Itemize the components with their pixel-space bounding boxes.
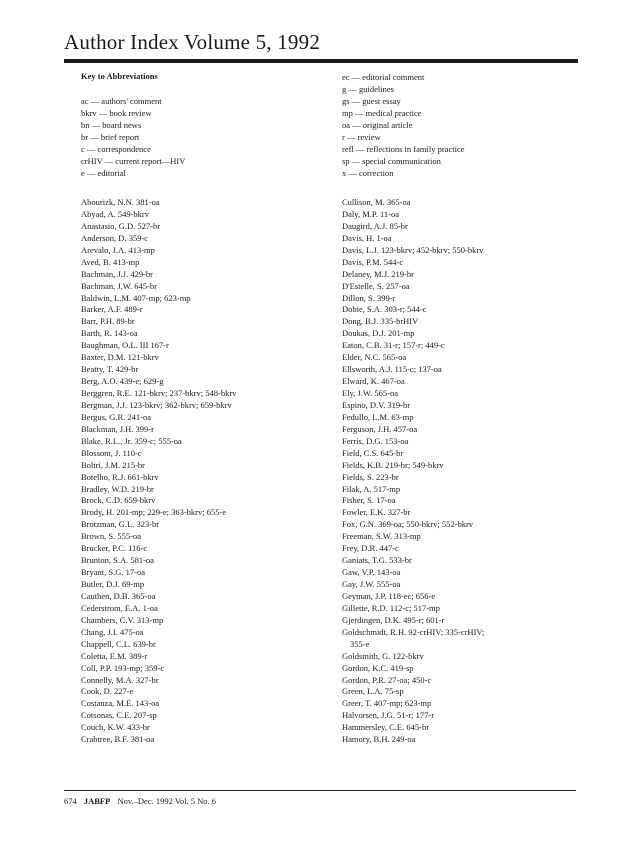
author-entry: Fields, K.B. 219-br; 549-bkrv (342, 459, 444, 470)
author-entry: Bryant, S.G. 17-oa (81, 567, 145, 578)
author-entry: Costanza, M.E. 143-oa (81, 698, 160, 709)
author-entry: Brucker, P.C. 116-c (81, 543, 148, 554)
author-entry: Barr, P.H. 89-br (81, 316, 135, 327)
author-entry: Couch, K.W. 433-br (81, 722, 150, 733)
author-entry: Fox, G.N. 369-oa; 550-bkrv; 552-bkrv (342, 519, 474, 530)
author-entry: Freeman, S.W. 313-mp (342, 531, 421, 542)
abbreviation-item: ac — authors' comment (81, 96, 162, 106)
author-entry: Barker, A.F. 489-r (81, 304, 143, 315)
page-number: 674 (64, 796, 77, 806)
author-entry: Anastasio, G.D. 527-br (81, 220, 161, 231)
author-entry: Brotzman, G.L. 323-br (81, 519, 160, 530)
author-entry: Anderson, D. 359-c (81, 232, 149, 243)
author-entry: Fields, S. 223-br (342, 471, 399, 482)
abbreviation-item: sp — special communication (342, 155, 441, 166)
header-rule (64, 59, 578, 63)
author-entry: Cotsonas, C.E. 207-sp (81, 710, 157, 721)
abbreviation-item: refl — reflections in family practice (342, 143, 465, 154)
author-entry: Blake, R.L., Jr. 359-c; 555-oa (81, 435, 182, 446)
journal-name: JABFP (83, 796, 111, 806)
issue-info: Nov.–Dec. 1992 Vol. 5 No. 6 (117, 796, 216, 806)
author-entry: Bergus, G.R. 241-oa (81, 411, 151, 422)
author-entry: Davis, P.M. 544-c (342, 256, 404, 267)
abbreviation-item: crHIV — current report—HIV (81, 155, 186, 166)
author-entry: 355-e (350, 638, 370, 649)
author-entry: Fedullo, L.M. 63-mp (342, 411, 414, 422)
page-footer (64, 796, 216, 806)
author-entry: Fowler, E.K. 327-br (342, 507, 411, 518)
author-entry: Ferguson, J.H. 457-oa (342, 423, 418, 434)
author-entry: Field, C.S. 645-br (342, 447, 404, 458)
author-entry: Daugird, A.J. 85-br (342, 220, 408, 231)
author-entry: Gordon, P.R. 27-oa; 450-c (342, 674, 432, 685)
author-entry: Cauthen, D.B. 365-oa (81, 590, 156, 601)
author-entry: Chang, J.I. 475-oa (81, 626, 144, 637)
author-entry: Beatty, T. 429-br (81, 364, 139, 375)
author-entry: Frey, D.R. 447-c (342, 543, 399, 554)
author-entry: Green, L.A. 75-sp (342, 686, 404, 697)
author-entry: Gillette, R.D. 112-c; 517-mp (342, 602, 440, 613)
abbreviation-item: mp — medical practice (342, 107, 422, 118)
abbreviation-item: x — correction (342, 167, 394, 178)
abbreviation-item: e — editorial (81, 167, 126, 178)
author-entry: Barth, R. 143-oa (81, 328, 138, 339)
author-entry: Butler, D.J. 69-mp (81, 579, 145, 589)
author-entry: Brunton, S.A. 581-oa (81, 555, 154, 566)
author-entry: Daly, M.P. 11-oa (342, 208, 399, 219)
abbreviation-item: br — brief report (81, 131, 140, 142)
key-heading: Key to Abbreviations (81, 71, 158, 81)
author-entry: Baldwin, L.M. 407-mp; 623-mp (81, 292, 191, 303)
author-entry: Elder, N.C. 565-oa (342, 352, 407, 363)
author-column-right (342, 197, 484, 746)
author-entry: Cederstrom, E.A. 1-oa (81, 602, 158, 613)
author-entry: Chappell, C.L. 639-br (81, 638, 156, 649)
author-entry: Dillon, S. 399-r (342, 292, 396, 303)
author-entry: Brody, H. 201-mp; 229-e; 363-bkrv; 655-e (81, 507, 227, 518)
author-entry: Eaton, C.B. 31-r; 157-r; 449-c (342, 340, 445, 351)
author-entry: Boltri, J.M. 215-br (81, 459, 145, 470)
author-entry: Berggren, R.E. 121-bkrv; 237-bkrv; 548-bkrv (81, 388, 237, 398)
author-entry: Halvorsen, J.G. 51-r; 177-r (342, 710, 435, 721)
author-entry: Ely, J.W. 565-oa (342, 388, 399, 398)
author-entry: Baughman, O.L. III 167-r (81, 340, 169, 351)
author-entry: Doukas, D.J. 201-mp (342, 328, 415, 339)
author-entry: Dobie, S.A. 303-r; 544-c (342, 304, 427, 315)
author-entry: Geyman, J.P. 118-ec; 656-e (342, 590, 436, 601)
author-entry: Elward, K. 467-oa (342, 376, 405, 387)
page-title: Author Index Volume 5, 1992 (64, 30, 321, 54)
abbreviation-item: bkrv — book review (81, 107, 152, 118)
abbreviation-item: g — guidelines (342, 83, 394, 94)
author-entry: Ganiats, T.G. 533-br (342, 555, 412, 566)
author-entry: Gjerdingen, D.K. 495-r; 601-r (342, 614, 445, 625)
author-entry: D'Estelle, S. 257-oa (342, 280, 410, 291)
author-entry: Bachman, J.J. 429-br (81, 268, 154, 279)
author-entry: Baxter, D.M. 121-bkrv (81, 352, 159, 363)
key-list-right (342, 72, 465, 179)
author-entry: Bergman, J.J. 123-bkrv; 362-bkrv; 659-bkrv (81, 399, 232, 410)
author-entry: Connelly, M.A. 327-br (81, 674, 159, 685)
abbreviation-item: c — correspondence (81, 143, 151, 154)
abbreviation-item: bn — board news (81, 119, 142, 130)
author-entry: Berg, A.O. 439-e; 629-g (81, 376, 164, 387)
author-entry: Ellsworth, A.J. 115-c; 137-oa (342, 364, 442, 375)
author-entry: Brown, S. 555-oa (81, 531, 141, 542)
author-entry: Cullison, M. 365-oa (342, 197, 411, 207)
author-entry: Arevalo, J.A. 413-mp (81, 244, 155, 255)
abbreviation-item: r — review (342, 131, 381, 142)
author-entry: Gaw, V.P. 143-oa (342, 567, 401, 578)
author-entry: Ferris, D.G. 153-oa (342, 435, 409, 446)
author-entry: Delaney, M.J. 219-br (342, 268, 414, 279)
author-entry: Aved, B. 413-mp (81, 256, 140, 267)
abbreviation-item: oa — original article (342, 119, 413, 130)
author-entry: Blackman, J.H. 399-r (81, 423, 154, 434)
author-entry: Botelho, R.J. 661-bkrv (81, 471, 159, 482)
author-entry: Cook, D. 227-e (81, 686, 134, 697)
author-entry: Abourizk, N.N. 381-oa (81, 197, 160, 207)
author-entry: Greer, T. 407-mp; 623-mp (342, 698, 432, 709)
key-list-left (81, 96, 185, 180)
author-entry: Hammersley, C.E. 645-br (342, 722, 430, 733)
footer-rule (64, 790, 576, 791)
author-entry: Hamory, B.H. 249-oa (342, 734, 416, 745)
author-entry: Espino, D.V. 319-br (342, 399, 411, 410)
author-entry: Gordon, K.C. 419-sp (342, 662, 414, 673)
author-entry: Fisher, S. 17-oa (342, 495, 396, 506)
author-entry: Goldsmith, G. 122-bkrv (342, 650, 424, 661)
author-entry: Bradley, W.D. 219-br (81, 483, 154, 494)
abbreviation-item: ec — editorial comment (342, 72, 425, 82)
author-entry: Davis, H. 1-oa (342, 232, 392, 243)
author-entry: Coletta, E.M. 389-r (81, 650, 148, 661)
author-entry: Chambers, C.V. 313-mp (81, 614, 164, 625)
author-entry: Abyad, A. 549-bkrv (81, 208, 149, 219)
author-entry: Bachman, J.W. 645-br (81, 280, 157, 291)
author-entry: Filak, A. 517-mp (342, 483, 401, 494)
author-entry: Blossom, J. 110-c (81, 447, 142, 458)
author-entry: Brock, C.D. 659-bkrv (81, 495, 156, 506)
author-column-left (81, 197, 236, 746)
author-entry: Dong, B.J. 335-brHIV (342, 316, 419, 327)
abbreviation-item: gs — guest essay (342, 95, 401, 106)
author-entry: Gay, J.W. 555-oa (342, 579, 401, 589)
author-entry: Davis, L.J. 123-bkrv; 452-bkrv; 550-bkrv (342, 244, 484, 255)
author-entry: Coll, P.P. 193-mp; 359-c (81, 662, 165, 673)
author-entry: Goldschmidt, R.H. 92-crHIV; 335-crHIV; (342, 626, 485, 637)
author-entry: Crabtree, B.F. 381-oa (81, 734, 155, 745)
